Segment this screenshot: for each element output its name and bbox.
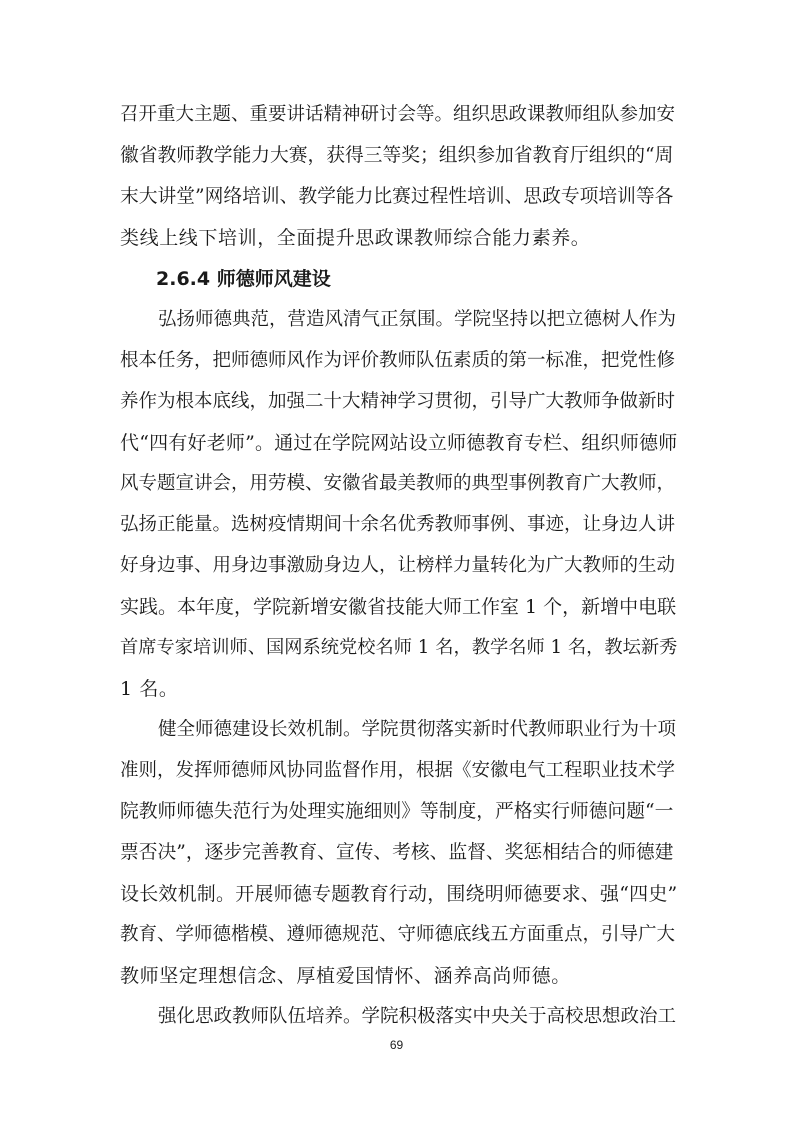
page-number: 69	[389, 1038, 404, 1052]
text-line: 实践。本年度，学院新增安徽省技能大师工作室 1 个，新增中电联	[120, 596, 677, 618]
text-line: 代“四有好老师”。通过在学院网站设立师德教育专栏、组织师德师	[120, 432, 678, 454]
text-line: 类线上线下培训，全面提升思政课教师综合能力素养。	[120, 227, 591, 249]
text-line: 养作为根本底线，加强二十大精神学习贯彻，引导广大教师争做新时	[120, 391, 676, 412]
text-line: 票否决”，逐步完善教育、宣传、考核、监督、奖惩相结合的师德建	[120, 842, 674, 863]
text-line: 准则，发挥师德师风协同监督作用，根据《安徽电气工程职业技术学	[120, 760, 676, 781]
text-line: 健全师德建设长效机制。学院贯彻落实新时代教师职业行为十项	[158, 719, 677, 740]
text-line: 弘扬正能量。选树疫情期间十余名优秀教师事例、事迹，让身边人讲	[120, 514, 676, 535]
text-line: 末大讲堂”网络培训、教学能力比赛过程性培训、思政专项培训等各	[120, 186, 674, 207]
text-line: 徽省教师教学能力大赛，获得三等奖；组织参加省教育厅组织的“周	[120, 145, 674, 166]
text-line: 教师坚定理想信念、厚植爱国情怀、涵养高尚师德。	[120, 965, 571, 987]
text-line: 风专题宣讲会，用劳模、安徽省最美教师的典型事例教育广大教师，	[120, 473, 676, 494]
text-line: 强化思政教师队伍培养。学院积极落实中央关于高校思想政治工	[158, 1006, 677, 1027]
text-line: 院教师师德失范行为处理实施细则》等制度，严格实行师德问题“一	[120, 801, 674, 822]
section-heading: 2.6.4 师德师风建设	[156, 268, 331, 290]
text-line: 设长效机制。开展师德专题教育行动，围绕明师德要求、强“四史”	[120, 883, 678, 905]
text-line: 教育、学师德楷模、遵师德规范、守师德底线五方面重点，引导广大	[120, 924, 676, 945]
text-line: 召开重大主题、重要讲话精神研讨会等。组织思政课教师组队参加安	[120, 104, 676, 125]
text-line: 1 名。	[120, 678, 179, 700]
text-line: 根本任务，把师德师风作为评价教师队伍素质的第一标准，把党性修	[120, 350, 676, 371]
text-line: 好身边事、用身边事激励身边人，让榜样力量转化为广大教师的生动	[120, 555, 676, 576]
text-line: 弘扬师德典范，营造风清气正氛围。学院坚持以把立德树人作为	[158, 309, 677, 330]
text-line: 首席专家培训师、国网系统党校名师 1 名，教学名师 1 名，教坛新秀	[120, 637, 678, 658]
